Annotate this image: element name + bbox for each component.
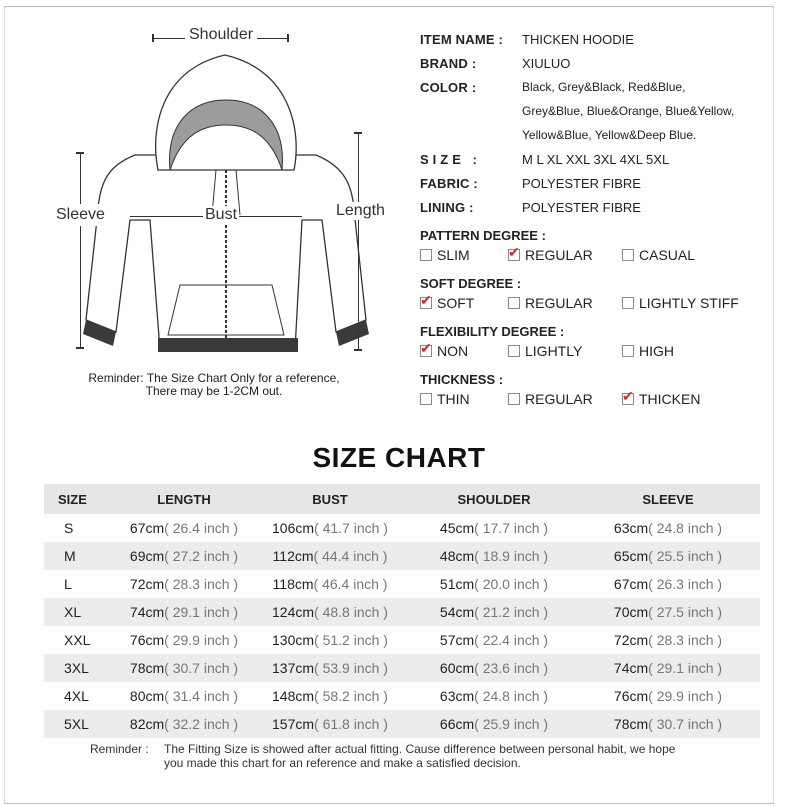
sleeve-inch: ( 29.1 inch ) <box>648 660 723 676</box>
shoulder-inch: ( 23.6 inch ) <box>474 660 549 676</box>
table-row <box>44 654 760 682</box>
checkmark-icon <box>420 345 432 357</box>
shoulder-tick-left <box>152 34 154 42</box>
option-label: HIGH <box>639 343 674 359</box>
bust-inch: ( 58.2 inch ) <box>314 688 388 704</box>
sleeve-cm: 70cm <box>613 604 649 620</box>
length-cm: 69cm <box>129 548 165 564</box>
spec-color <box>420 78 780 102</box>
length-cell <box>120 514 248 542</box>
length-cm: 67cm <box>129 520 165 536</box>
shoulder-cm: 45cm <box>439 520 475 536</box>
sleeve-cell <box>576 710 760 738</box>
header-size: SIZE <box>44 484 120 514</box>
checkmark-icon <box>622 393 634 405</box>
sleeve-cm: 72cm <box>613 632 649 648</box>
table-row <box>44 710 760 738</box>
spec-color-cont1 <box>420 102 780 126</box>
length-cell <box>120 682 248 710</box>
table-row <box>44 598 760 626</box>
shoulder-cell <box>412 682 576 710</box>
checkbox-icon <box>420 393 432 405</box>
shoulder-cm: 66cm <box>439 716 475 732</box>
bust-cell <box>248 682 412 710</box>
bust-label: Bust <box>205 206 238 223</box>
bust-cell <box>248 570 412 598</box>
sleeve-inch: ( 25.5 inch ) <box>648 548 723 564</box>
length-inch: ( 32.2 inch ) <box>164 716 239 732</box>
soft-option-regular <box>508 295 593 311</box>
length-cell <box>120 710 248 738</box>
option-label: THICKEN <box>639 391 701 407</box>
length-cell <box>120 654 248 682</box>
length-cell <box>120 542 248 570</box>
bust-cm: 112cm <box>272 548 314 564</box>
checkbox-icon <box>622 345 634 357</box>
option-label: LIGHTLY <box>525 343 583 359</box>
length-tick-bottom <box>354 349 362 351</box>
length-cm: 80cm <box>129 688 165 704</box>
flex-option-non <box>420 343 468 359</box>
brand-key: BRAND : <box>420 56 477 71</box>
length-cm: 78cm <box>129 660 165 676</box>
pattern-option-slim <box>420 247 470 263</box>
checkbox-icon <box>420 249 432 261</box>
table-row <box>44 514 760 542</box>
shoulder-label: Shoulder <box>185 26 257 44</box>
shoulder-cell <box>412 514 576 542</box>
sleeve-cell <box>576 542 760 570</box>
length-cm: 72cm <box>129 576 165 592</box>
shoulder-inch: ( 17.7 inch ) <box>474 520 549 536</box>
spec-brand <box>420 54 780 78</box>
length-cell <box>120 626 248 654</box>
shoulder-cm: 54cm <box>439 604 475 620</box>
sleeve-cm: 65cm <box>613 548 649 564</box>
bust-cell <box>248 514 412 542</box>
pattern-option-regular <box>508 247 593 263</box>
checkbox-icon <box>622 249 634 261</box>
size-cell: 5XL <box>44 710 120 738</box>
color-key: COLOR : <box>420 80 477 95</box>
sleeve-cell <box>576 626 760 654</box>
sleeve-inch: ( 27.5 inch ) <box>648 604 723 620</box>
brand-value: XIULUO <box>522 56 571 71</box>
bust-inch: ( 44.4 inch ) <box>313 548 388 564</box>
bust-cell <box>248 542 412 570</box>
sleeve-tick-bottom <box>76 347 84 349</box>
length-cm: 82cm <box>129 716 165 732</box>
bust-cm: 157cm <box>272 716 315 732</box>
bust-inch: ( 41.7 inch ) <box>314 520 388 536</box>
length-inch: ( 27.2 inch ) <box>164 548 239 564</box>
bust-cm: 118cm <box>272 576 314 592</box>
thickness-title: THICKNESS : <box>420 372 504 387</box>
sleeve-cm: 78cm <box>613 716 649 732</box>
option-label: REGULAR <box>525 391 593 407</box>
fitting-reminder-line1: The Fitting Size is showed after actual fitting. Cause difference between personal habit, we hope <box>164 742 676 756</box>
fabric-key: FABRIC : <box>420 176 478 191</box>
size-cell: L <box>64 576 72 592</box>
item-name-value: THICKEN HOODIE <box>522 32 634 47</box>
bust-inch: ( 46.4 inch ) <box>313 576 388 592</box>
length-inch: ( 31.4 inch ) <box>164 688 239 704</box>
soft-option-soft <box>420 295 474 311</box>
lining-value: POLYESTER FIBRE <box>522 200 641 215</box>
color-value-line3: Yellow&Blue, Yellow&Deep Blue. <box>522 128 697 142</box>
illustration-reminder-line1: Reminder: The Size Chart Only for a reference, <box>88 371 340 385</box>
option-label: NON <box>437 343 469 359</box>
length-tick-top <box>354 132 362 134</box>
header-shoulder: SHOULDER <box>412 484 576 514</box>
soft-degree-title: SOFT DEGREE : <box>420 276 522 291</box>
shoulder-inch: ( 18.9 inch ) <box>474 548 549 564</box>
table-row <box>44 542 760 570</box>
shoulder-cell <box>412 626 576 654</box>
shoulder-inch: ( 24.8 inch ) <box>474 688 549 704</box>
color-value-line2: Grey&Blue, Blue&Orange, Blue&Yellow, <box>522 104 735 118</box>
shoulder-cell <box>412 570 576 598</box>
item-name-key: ITEM NAME : <box>420 32 504 47</box>
option-label: REGULAR <box>525 295 593 311</box>
hoodie-icon <box>40 20 390 370</box>
sleeve-inch: ( 26.3 inch ) <box>648 576 723 592</box>
length-inch: ( 28.3 inch ) <box>164 576 239 592</box>
illustration-reminder <box>64 372 364 398</box>
shoulder-inch: ( 20.0 inch ) <box>474 576 549 592</box>
color-value-line1: Black, Grey&Black, Red&Blue, <box>522 80 686 94</box>
size-cell: M <box>44 542 120 570</box>
size-chart-header-row <box>44 484 760 514</box>
shoulder-cm: 60cm <box>439 660 475 676</box>
bust-cell <box>248 626 412 654</box>
length-inch: ( 30.7 inch ) <box>164 660 239 676</box>
shoulder-cell <box>412 598 576 626</box>
header-bust: BUST <box>248 484 412 514</box>
table-row <box>44 682 760 710</box>
pattern-option-casual <box>622 247 695 263</box>
flexibility-degree-title: FLEXIBILITY DEGREE : <box>420 324 565 339</box>
sleeve-inch: ( 29.9 inch ) <box>648 688 723 704</box>
option-label: SLIM <box>437 247 470 263</box>
sleeve-inch: ( 24.8 inch ) <box>648 520 723 536</box>
checkmark-icon <box>508 249 520 261</box>
option-label: THIN <box>437 391 470 407</box>
sleeve-cm: 74cm <box>613 660 649 676</box>
length-cm: 76cm <box>129 632 165 648</box>
product-spec-list <box>420 30 780 222</box>
sleeve-label: Sleeve <box>56 204 105 226</box>
sleeve-inch: ( 28.3 inch ) <box>648 632 723 648</box>
size-chart-body <box>44 514 760 738</box>
fitting-reminder-text <box>164 742 734 770</box>
sleeve-cm: 63cm <box>613 520 649 536</box>
shoulder-cell <box>412 710 576 738</box>
option-label: LIGHTLY STIFF <box>639 295 739 311</box>
size-key: SIZE : <box>420 152 481 167</box>
shoulder-cm: 57cm <box>439 632 475 648</box>
spec-fabric <box>420 174 780 198</box>
option-label: SOFT <box>437 295 475 311</box>
bust-inch: ( 51.2 inch ) <box>314 632 388 648</box>
bust-cm: 130cm <box>272 632 315 648</box>
bust-cell <box>248 598 412 626</box>
length-label: Length <box>336 202 385 219</box>
shoulder-cm: 63cm <box>439 688 475 704</box>
checkbox-icon <box>508 345 520 357</box>
thickness-option-thicken <box>622 391 700 407</box>
soft-option-lightly-stiff <box>622 295 739 311</box>
thickness-option-regular <box>508 391 593 407</box>
sleeve-cell <box>576 514 760 542</box>
sleeve-cm: 67cm <box>613 576 649 592</box>
table-row <box>44 626 760 654</box>
option-label: CASUAL <box>639 247 696 263</box>
flex-option-lightly <box>508 343 582 359</box>
spec-size <box>420 150 780 174</box>
sleeve-cell <box>576 654 760 682</box>
shoulder-inch: ( 25.9 inch ) <box>474 716 549 732</box>
spec-item-name <box>420 30 780 54</box>
size-chart-table <box>44 484 760 738</box>
sleeve-tick-top <box>76 152 84 154</box>
size-cell: 3XL <box>44 654 120 682</box>
bust-cm: 106cm <box>272 520 315 536</box>
shoulder-cm: 48cm <box>439 548 475 564</box>
size-cell: 4XL <box>64 688 89 704</box>
checkbox-icon <box>622 297 634 309</box>
fitting-reminder-label: Reminder : <box>90 742 149 756</box>
sleeve-cell <box>576 682 760 710</box>
size-value: M L XL XXL 3XL 4XL 5XL <box>522 152 670 167</box>
length-measure-line <box>358 132 359 350</box>
fabric-value: POLYESTER FIBRE <box>522 176 641 191</box>
length-cm: 74cm <box>129 604 165 620</box>
length-inch: ( 26.4 inch ) <box>164 520 239 536</box>
size-cell: XL <box>44 598 120 626</box>
lining-key: LINING : <box>420 200 474 215</box>
bust-cell <box>248 654 412 682</box>
flex-option-high <box>622 343 674 359</box>
option-label: REGULAR <box>525 247 593 263</box>
shoulder-tick-right <box>287 34 289 42</box>
size-chart-title: SIZE CHART <box>312 442 486 473</box>
shoulder-cell <box>412 654 576 682</box>
sleeve-inch: ( 30.7 inch ) <box>648 716 723 732</box>
illustration-reminder-line2: There may be 1-2CM out. <box>145 384 283 398</box>
checkbox-icon <box>508 393 520 405</box>
header-sleeve: SLEEVE <box>576 484 760 514</box>
hoodie-illustration <box>40 20 390 370</box>
shoulder-cell <box>412 542 576 570</box>
table-row <box>44 570 760 598</box>
sleeve-measure-line <box>80 152 81 348</box>
shoulder-inch: ( 21.2 inch ) <box>474 604 549 620</box>
sleeve-cm: 76cm <box>613 688 649 704</box>
pattern-degree-title: PATTERN DEGREE : <box>420 228 546 243</box>
header-length: LENGTH <box>120 484 248 514</box>
checkmark-icon <box>420 297 432 309</box>
bust-cm: 124cm <box>272 604 315 620</box>
sleeve-cell <box>576 570 760 598</box>
checkbox-icon <box>508 297 520 309</box>
size-cell: XXL <box>64 632 91 648</box>
length-inch: ( 29.1 inch ) <box>164 604 239 620</box>
shoulder-inch: ( 22.4 inch ) <box>474 632 549 648</box>
bust-cm: 148cm <box>272 688 315 704</box>
length-inch: ( 29.9 inch ) <box>164 632 239 648</box>
bust-cm: 137cm <box>272 660 315 676</box>
bust-inch: ( 61.8 inch ) <box>314 716 388 732</box>
spec-lining <box>420 198 780 222</box>
bust-cell <box>248 710 412 738</box>
fitting-reminder-line2: you made this chart for an reference and make a satisfied decision. <box>164 756 521 770</box>
bust-inch: ( 48.8 inch ) <box>314 604 388 620</box>
spec-color-cont2 <box>420 126 780 150</box>
length-cell <box>120 598 248 626</box>
shoulder-cm: 51cm <box>439 576 475 592</box>
bust-inch: ( 53.9 inch ) <box>314 660 388 676</box>
size-cell: S <box>64 520 74 536</box>
length-cell <box>120 570 248 598</box>
sleeve-cell <box>576 598 760 626</box>
thickness-option-thin <box>420 391 470 407</box>
